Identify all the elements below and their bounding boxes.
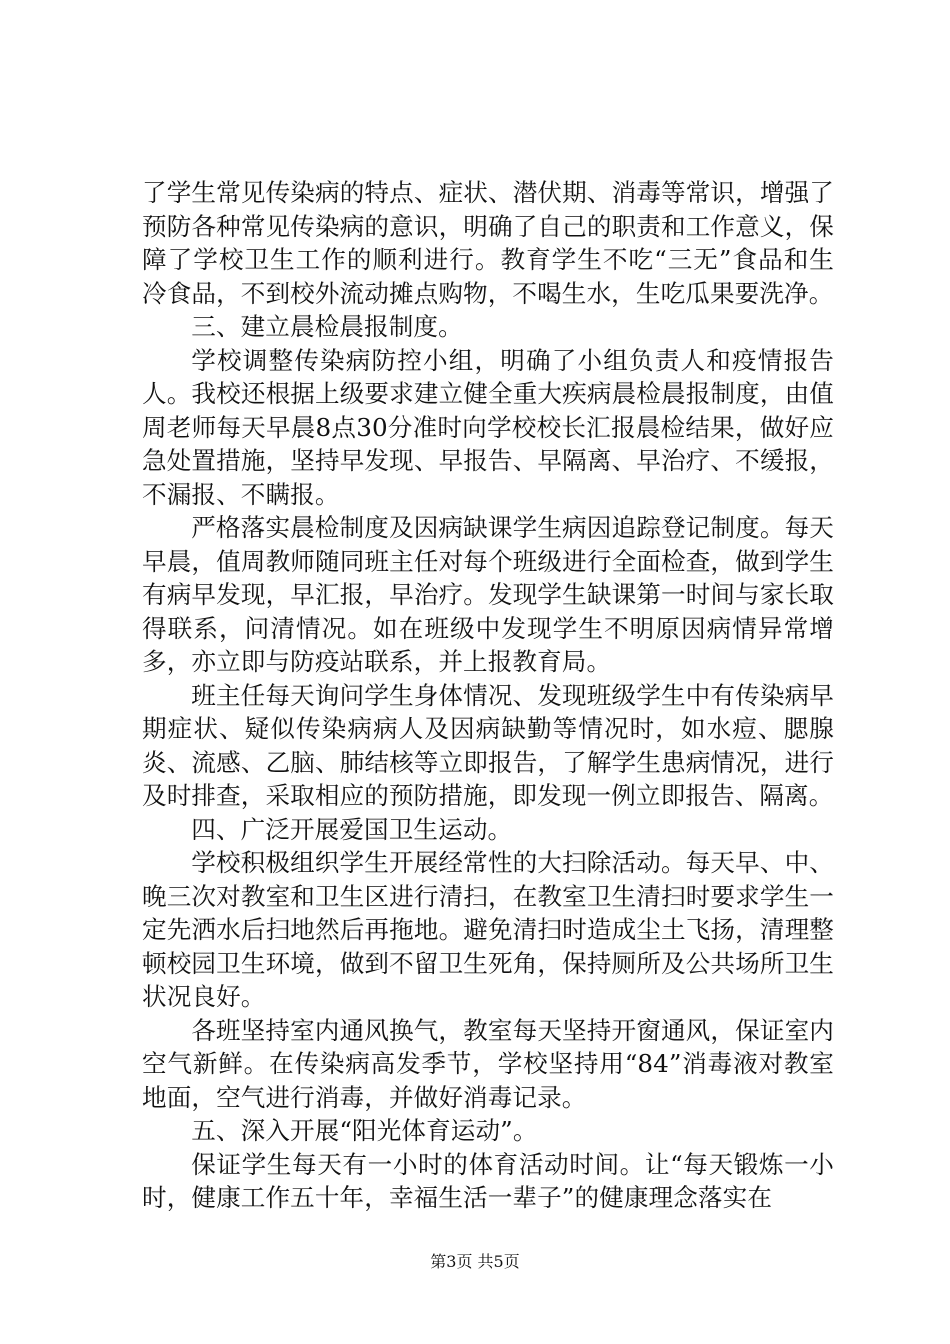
document-body (142, 176, 834, 1215)
section-heading-3: 三、建立晨检晨报制度。 (191, 312, 463, 341)
section-heading-4: 四、广泛开展爱国卫生运动。 (191, 814, 513, 844)
paragraph: 班主任每天询问学生身体情况、发现班级学生中有传染病早期症状、疑似传染病病人及因病缺勤等情况时，如水痘、腮腺炎、流感、乙脑、肺结核等立即报告，了解学生患病情况，进行及时排查，采取相应的预防措施，即发现一例立即报告、隔离。 (142, 680, 834, 810)
paragraph: 严格落实晨检制度及因病缺课学生病因追踪登记制度。每天早晨，值周教师随同班主任对每个班级进行全面检查，做到学生有病早发现，早汇报，早治疗。发现学生缺课第一时间与家长取得联系，问清情况。如在班级中发现学生不明原因病情异常增多，亦立即与防疫站联系，并上报教育局。 (142, 513, 834, 676)
paragraph: 各班坚持室内通风换气，教室每天坚持开窗通风，保证室内空气新鲜。在传染病高发季节，学校坚持用“84”消毒液对教室地面，空气进行消毒，并做好消毒记录。 (142, 1015, 834, 1112)
paragraph-continuation: 了学生常见传染病的特点、症状、潜伏期、消毒等常识，增强了预防各种常见传染病的意识，明确了自己的职责和工作意义，保障了学校卫生工作的顺利进行。教育学生不吃“三无”食品和生冷食品，不到校外流动摊点购物，不喝生水，生吃瓜果要洗净。 (142, 178, 834, 308)
section-heading-5: 五、深入开展“阳光体育运动”。 (191, 1116, 538, 1145)
paragraph: 学校积极组织学生开展经常性的大扫除活动。每天早、中、晚三次对教室和卫生区进行清扫，在教室卫生清扫时要求学生一定先洒水后扫地然后再拖地。避免清扫时造成尘土飞扬，清理整顿校园卫生环境，做到不留卫生死角，保持厕所及公共场所卫生状况良好。 (142, 848, 834, 1011)
paragraph: 保证学生每天有一小时的体育活动时间。让“每天锻炼一小时，健康工作五十年，幸福生活一辈子”的健康理念落实在 (142, 1149, 834, 1212)
paragraph: 学校调整传染病防控小组，明确了小组负责人和疫情报告人。我校还根据上级要求建立健全重大疾病晨检晨报制度，由值周老师每天早晨8点30分准时向学校校长汇报晨检结果，做好应急处置措施，坚持早发现、早报告、早隔离、早治疗、不缓报，不漏报、不瞒报。 (142, 345, 834, 509)
page-number-footer: 第3页 共5页 (430, 1252, 520, 1271)
